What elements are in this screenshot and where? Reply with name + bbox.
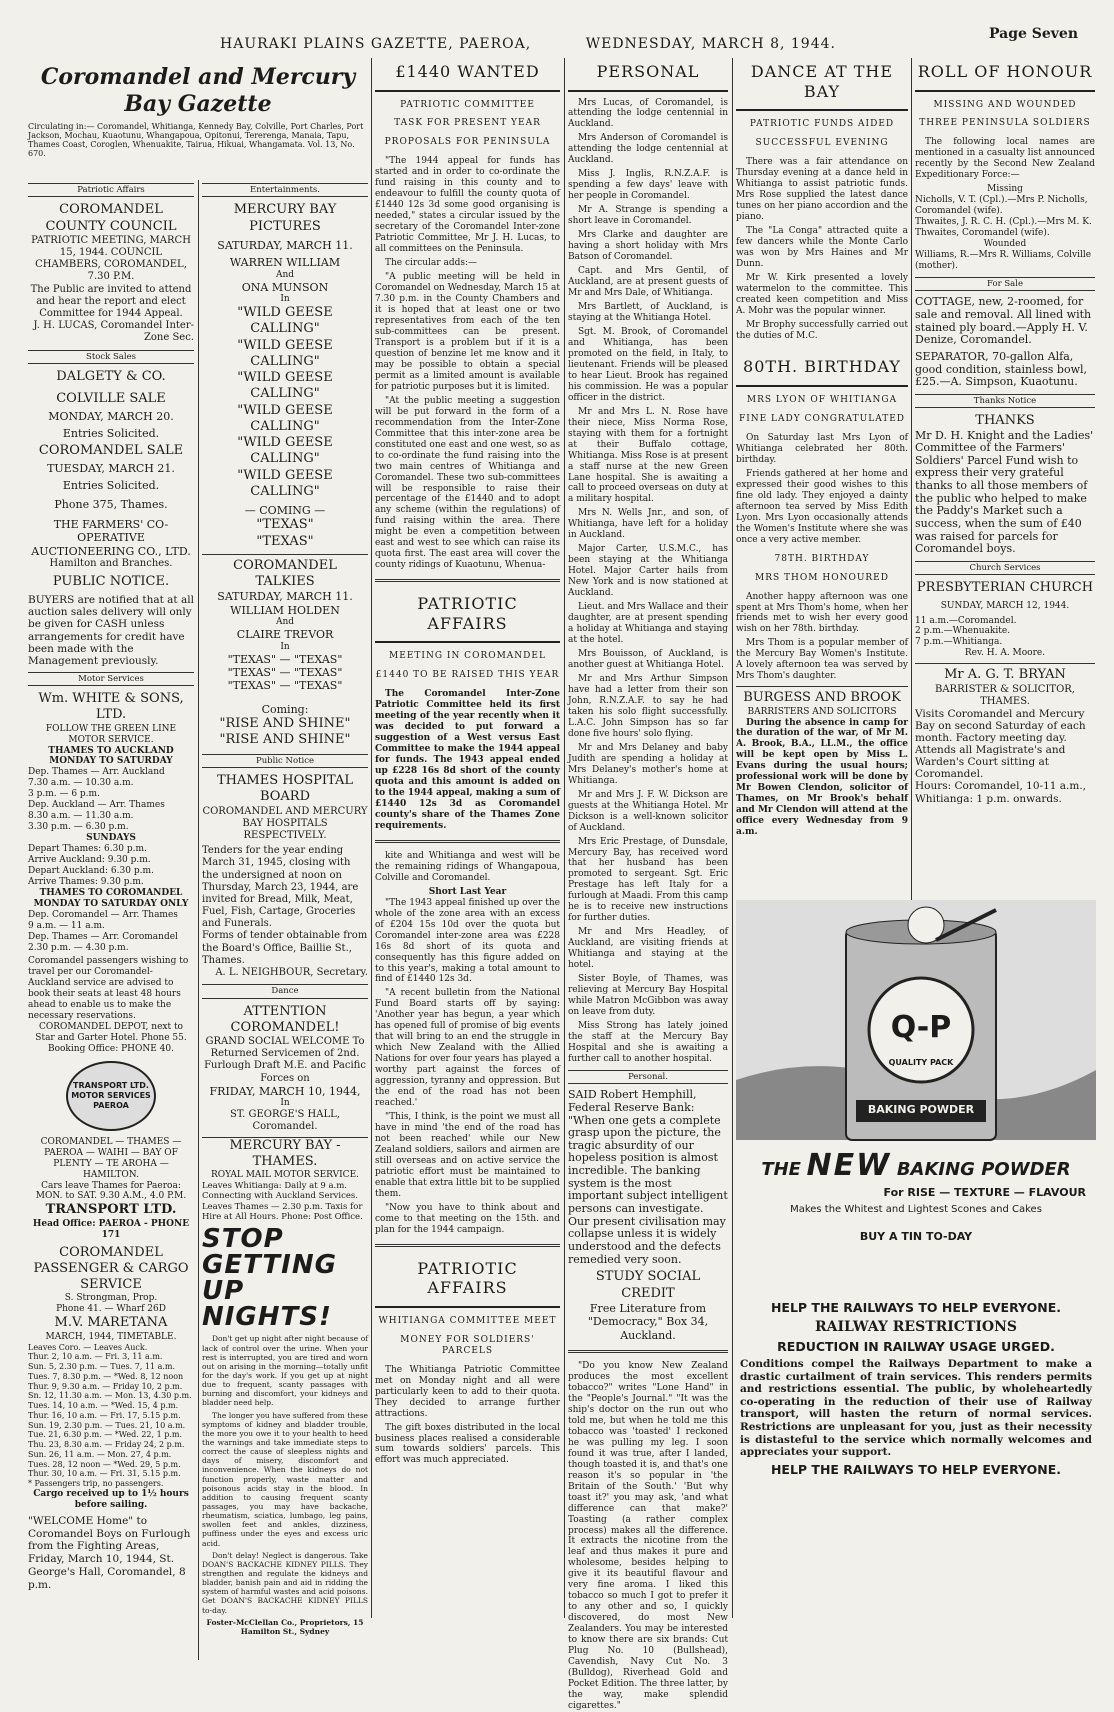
article-headline: PATRIOTIC AFFAIRS (375, 590, 560, 643)
column-divider (371, 58, 372, 1618)
section-label: Dance (202, 984, 368, 998)
article-headline: PERSONAL (568, 58, 728, 92)
transport-logo: TRANSPORT LTD. MOTOR SERVICES PAEROA (66, 1061, 156, 1131)
section-label: Public Notice (202, 754, 368, 768)
section-label: Church Services (915, 561, 1095, 575)
masthead (0, 0, 1114, 52)
column-divider (198, 180, 199, 1660)
circulation: Circulating in:— Coromandel, Whitianga, Kennedy Bay, Colville, Port Charles, Port Jackson, Mochau, Kuaotunu, Whangapoua, Opitonui, Tererenga, Manaia, Tapu, Thames Coast, Coroglen, Whenuakite, Tairua, Hikuai, Whangamata. Vol. 13, No. 670. (28, 121, 364, 159)
section-label: For Sale (915, 277, 1095, 291)
column-divider (564, 58, 565, 1618)
baking-powder-advertisement: Q-P QUALITY PACK BAKING POWDER THE NEW BAKING POWDER For RISE — TEXTURE — FLAVOUR Makes the Whitest and Lightest Scones and Cakes (736, 900, 1096, 1225)
section-label: Motor Services (28, 672, 194, 686)
gazette-title: Coromandel and Mercury Bay Gazette (40, 64, 356, 117)
section-label: Patriotic Affairs (28, 183, 194, 197)
column-roll-of-honour: ROLL OF HONOUR MISSING AND WOUNDED THREE PENINSULA SOLDIERS The following local names are mentioned in a casualty list announced recently by the Second New Zealand Expeditionary Force:— Missing Nicholls, V. T. (Cpl.).—Mrs P. Nicholls, Coromandel (wife). Thwaites, J. R. C. H. (Cpl.).—Mrs M. K. Thwaites, Coromandel (wife). Wounded Williams, R.—Mrs R. Williams, Colville (mother). For Sale COTTAGE, new, 2-roomed, for sale and removal. All lined with stained ply board.—Apply H. V. Denize, Coromandel. SEPARATOR, 70-gallon Alfa, good condition, stainless bowl, £25.—A. Simpson, Kuaotunu. Thanks Notice THANKS Mr D. H. Knight and the Ladies' Committee of the Farmers' Soldiers' Parcel Fund wish to express their very grateful thanks to all those members of the public who helped to make the Paddy's Market such a success, when the sum of £40 was raised for parcels for Coromandel boys. Church Services PRESBYTERIAN CHURCH SUNDAY, MARCH 12, 1944. 11 a.m.—Coromandel. 2 p.m.—Whenuakite. 7 p.m.—Whitianga. Rev. H. A. Moore. Mr A. G. T. BRYAN BARRISTER & SOLICITOR, THAMES. Visits Coromandel and Mercury Bay on second Saturday of each month. Factory meeting day. Attends all Magistrate's and Warden's Court sitting at Coromandel. Hours: Coromandel, 10-11 a.m., Whitianga: 1 p.m. onwards. (915, 58, 1095, 898)
gazette-header (28, 58, 368, 159)
section-label: Stock Sales (28, 350, 194, 364)
masthead-title: HAURAKI PLAINS GAZETTE, PAEROA, WEDNESDAY, MARCH 8, 1944. (220, 36, 836, 52)
classifieds-left: Patriotic Affairs COROMANDEL COUNTY COUNCIL PATRIOTIC MEETING, MARCH 15, 1944. COUNCIL CHAMBERS, COROMANDEL, 7.30 P.M. The Public are invited to attend and hear the report and elect Committee for 1944 Appeal. J. H. LUCAS, Coromandel Inter-Zone Sec. Stock Sales DALGETY & CO. COLVILLE SALE MONDAY, MARCH 20. Entries Solicited. COROMANDEL SALE TUESDAY, MARCH 21. Entries Solicited. Phone 375, Thames. THE FARMERS' CO-OPERATIVE AUCTIONEERING CO., LTD. Hamilton and Branches. PUBLIC NOTICE. BUYERS are notified that at all auction sales delivery will only be given for CASH unless arrangements for credit have been made with the Management previously. Motor Services Wm. WHITE & SONS, LTD. FOLLOW THE GREEN LINE MOTOR SERVICE. THAMES TO AUCKLAND MONDAY TO SATURDAY Dep. Thames — Arr. Auckland 7.30 a.m. — 10.30 a.m. 3 p.m. — 6 p.m. Dep. Auckland — Arr. Thames 8.30 a.m. — 11.30 a.m. 3.30 p.m. — 6.30 p.m. SUNDAYS Depart Thames: 6.30 p.m. Arrive Auckland: 9.30 p.m. Depart Auckland: 6.30 p.m. Arrive Thames: 9.30 p.m. THAMES TO COROMANDEL MONDAY TO SATURDAY ONLY Dep. Coromandel — Arr. Thames 9 a.m. — 11 a.m. Dep. Thames — Arr. Coromandel 2.30 p.m. — 4.30 p.m. Coromandel passengers wishing to travel per our Coromandel-Auckland service are advised to book their seats at least 48 hours ahead to enable us to make the necessary reservations. COROMANDEL DEPOT, next to Star and Garter Hotel. Phone 55. Booking Office: PHONE 40. TRANSPORT LTD. MOTOR SERVICES PAEROA COROMANDEL — THAMES — PAEROA — WAIHI — BAY OF PLENTY — TE AROHA — HAMILTON. Cars leave Thames for Paeroa: MON. to SAT. 9.30 A.M., 4.0 P.M. TRANSPORT LTD. Head Office: PAEROA - PHONE 171 COROMANDEL PASSENGER & CARGO SERVICE S. Strongman, Prop. Phone 41. — Wharf 26D M.V. MARETANA MARCH, 1944, TIMETABLE. Leaves Coro. — Leaves Auck. Thur. 2, 10 a.m. — Fri. 3, 11 a.m. Sun. 5, 2.30 p.m. — Tues. 7, 11 a.m. Tues. 7, 8.30 p.m. — *Wed. 8, 12 noon Thur. 9, 9.30 a.m. — Friday 10, 2 p.m. Sn. 12, 11.30 a.m. — Mon. 13, 4.30 p.m. Tues. 14, 10 a.m. — *Wed. 15, 4 p.m. Thur. 16, 10 a.m. — Fri. 17, 5.15 p.m. Sun. 19, 2.30 p.m. — Tues. 21, 10 a.m. Tue. 21, 6.30 p.m. — *Wed. 22, 1 p.m. Thu. 23, 8.30 a.m. — Friday 24, 2 p.m. Sun. 26, 11 a.m. — Mon. 27, 4 p.m. Tues. 28, 12 noon — *Wed. 29, 5 p.m. Thur. 30, 10 a.m. — Fri. 31, 5.15 p.m. * Passengers trip, no passengers. Cargo received up to 1½ hours before sailing. "WELCOME Home" to Coromandel Boys on Furlough from the Fighting Areas, Friday, March 10, 1944, St. George's Hall, Coromandel, 8 p.m. (28, 185, 194, 1591)
article-headline: ROLL OF HONOUR (915, 58, 1095, 92)
column-divider (732, 58, 733, 1618)
buy-a-tin: BUY A TIN TO-DAY (859, 1230, 973, 1243)
classifieds-right: Entertainments. MERCURY BAY PICTURES SATURDAY, MARCH 11. WARREN WILLIAM And ONA MUNSON In "WILD GEESE CALLING" "WILD GEESE CALLING" "WILD GEESE CALLING" "WILD GEESE CALLING" "WILD GEESE CALLING" "WILD GEESE CALLING" — COMING — "TEXAS" "TEXAS" COROMANDEL TALKIES SATURDAY, MARCH 11. WILLIAM HOLDEN And CLAIRE TREVOR In "TEXAS" — "TEXAS" "TEXAS" — "TEXAS" "TEXAS" — "TEXAS" Coming: "RISE AND SHINE" "RISE AND SHINE" Public Notice THAMES HOSPITAL BOARD COROMANDEL AND MERCURY BAY HOSPITALS RESPECTIVELY. Tenders for the year ending March 31, 1945, closing with the undersigned at noon on Thursday, March 23, 1944, are invited for Bread, Milk, Meat, Fuel, Fish, Cartage, Groceries and Funerals. Forms of tender obtainable from the Board's Office, Baillie St., Thames. A. L. NEIGHBOUR, Secretary. Dance ATTENTION COROMANDEL! GRAND SOCIAL WELCOME To Returned Servicemen of 2nd. Furlough Draft M.E. and Pacific Forces on FRIDAY, MARCH 10, 1944, In ST. GEORGE'S HALL, Coromandel. MERCURY BAY - THAMES. ROYAL MAIL MOTOR SERVICE. Leaves Whitianga: Daily at 9 a.m. Connecting with Auckland Services. Leaves Thames — 2.30 p.m. Taxis for Hire at All Hours. Phone: Post Office. STOP GETTING UP NIGHTS! Don't get up night after night because of lack of control over the urine. When your rest is interrupted, you are tired and worn out on arising in the morning—totally unfit for the day's work. If you get up at night due to frequent, scanty passages with burning and discomfort, your kidneys and bladder need help. The longer you have suffered from these symptoms of kidney and bladder trouble, the more you owe it to your health to heed the warnings and take immediate steps to correct the cause of sleepless nights and days of misery, discomfort and inconvenience. When the kidneys do not function properly, waste matter and poisonous acids stay in the blood. In addition to causing frequent scanty passages, you may have backache, rheumatism, sciatica, lumbago, leg pains, swollen feet and ankles, dizziness, puffiness under the eyes and excess uric acid. Don't delay! Neglect is dangerous. Take DOAN'S BACKACHE KIDNEY PILLS. They strengthen and regulate the kidneys and bladder, banish pain and aid in ridding the system of harmful wastes and acid poisons. Get DOAN'S BACKACHE KIDNEY PILLS to-day. Foster-McClellan Co., Proprietors, 15 Hamilton St., Sydney (202, 185, 368, 1636)
column-personal: PERSONAL Mrs Lucas, of Coromandel, is attending the lodge centennial in Auckland. Mrs Anderson of Coromandel is attending the lodge centennial at Auckland. Miss J. Inglis, R.N.Z.A.F. is spending a few days' leave with her people in Coromandel. Mr A. Strange is spending a short leave in Coromandel. Mrs Clarke and daughter are having a short holiday with Mrs Batson of Coromandel. Capt. and Mrs Gentil, of Auckland, are at present guests of Mr and Mrs Dale, of Whitianga. Mrs Bartlett, of Auckland, is staying at the Whitianga Hotel. Sgt. M. Brook, of Coromandel and Whitianga, has been promoted on the field, in Italy, to lieutenant. Friends will be pleased to hear Lieut. Brook has regained his commission. He was a popular officer in the district. Mr and Mrs L. N. Rose have their niece, Miss Norma Rose, staying with them for a fortnight at their Buffalo cottage, Whitianga. Miss Rose is at present a staff nurse at the new Green Lane hospital. She is awaiting a call to proceed overseas on duty at a military hospital. Mrs N. Wells Jnr., and son, of Whitianga, have left for a holiday in Auckland. Major Carter, U.S.M.C., has been staying at the Whitianga Hotel. Major Carter hails from New York and is now stationed at Auckland. Lieut. and Mrs Wallace and their daughter, are at present spending a holiday at Whitianga and staying at the hotel. Mrs Bouisson, of Auckland, is another guest at Whitianga Hotel. Mr and Mrs Arthur Simpson have had a letter from their son John, R.N.Z.A.F. to say he had taken his solo flight successfully. L.A.C. John Simpson has so far done five hours' solo flying. Mr and Mrs Delaney and baby Judith are spending a holiday at Mrs Delaney's mother's home at Whitianga. Mr and Mrs J. F. W. Dickson are guests at the Whitianga Hotel. Mr Dickson is a well-known solicitor of Auckland. Mrs Eric Prestage, of Dunsdale, Mercury Bay, has received word that her husband has been promoted to sergeant. Sgt. Eric Prestage has left Italy for a furlough at Maadi. From this camp he is to receive new instructions for further duties. Mr and Mrs Headley, of Auckland, are visiting friends at Whitianga and staying at the hotel. Sister Boyle, of Thames, was relieving at Mercury Bay Hospital while Matron McGibbon was away on leave from duty. Miss Strong has lately joined the staff at the Mercury Bay Hospital and she is awaiting a further call to another hospital. Personal. SAID Robert Hemphill, Federal Reserve Bank: "When one gets a complete grasp upon the picture, the tragic absurdity of our hopeless position is almost incredible. The banking system is the most important subject intelligent persons can investigate. Our present civilisation may collapse unless it is widely understood and the defects remedied very soon. STUDY SOCIAL CREDIT Free Literature from "Democracy," Box 34, Auckland. "Do you know New Zealand produces the most excellent tobacco?" writes "Lone Hand" in the "People's Journal." "It was the ship's doctor on the run out who told me, but when he told me this tobacco was 'toasted' I reckoned he was pulling my leg. I soon found it was true, after I landed, though toasted it is, and that's one reason it's so popular in 'the Britain of the South.' 'But why toast it?' you may ask, 'and what difference can that make?' Toasting (a rather complex process) makes all the difference. It extracts the nicotine from the leaf and thus makes it pure and wholesome, besides helping to give it its beautiful flavour and very fine aroma. I liked this tobacco so much I got to prefer it to any other and so, I quickly discovered, do most New Zealanders. You may be interested to know there are six brands: Cut Plug No. 10 (Bullshead), Cavendish, Navy Cut No. 3 (Bulldog), Riverhead Gold and Pocket Edition. The three latter, by the way, make splendid cigarettes." (568, 58, 728, 1658)
section-label: Entertainments. (202, 183, 368, 197)
can-logo: Q-P (890, 1010, 952, 1045)
article-headline: £1440 WANTED (375, 58, 560, 92)
ad-heading: COROMANDEL COUNTY COUNCIL (45, 202, 177, 234)
stop-getting-up-headline: STOP GETTING UP NIGHTS! (202, 1224, 337, 1333)
article-headline: PATRIOTIC AFFAIRS (375, 1255, 560, 1308)
section-label: Personal. (568, 1070, 728, 1084)
article-headline: DANCE AT THE BAY (736, 58, 908, 111)
column-patriotic: £1440 WANTED PATRIOTIC COMMITTEE TASK FOR PRESENT YEAR PROPOSALS FOR PENINSULA "The 1944 appeal for funds has started and in order to co-ordinate the fund raising in this county and to endeavour to fulfill the county quota of £1440 12s 3d some good organising is needed," states a circular issued by the secretary of the Coromandel Inter-zone Patriotic Committee, Mr J. H. Lucas, to all committees on the Peninsula. The circular adds:— "A public meeting will be held in Coromandel on Wednesday, March 15 at 7.30 p.m. in the County Chambers and it is hoped that at least one or two representatives from each of the ten sub-committees can be present. Transport is a problem but if it is a question of benzine let me know and it may be possible to obtain a special permit as a limited amount is available for patriotic purposes but it is limited. "At the public meeting a suggestion will be put forward in the form of a recommendation from the Inter-Zone Committee that this inter-zone area be constituted one east and one west, so as to co-ordinate the fund raising into the two main centres of Whitianga and Coromandel. These two sub-committees will be responsible to raise their percentage of the £1440 and to adopt any scheme (within the regulations) of fund raising within the area. There might be even a competition between east and west to see which can raise its quota first. The east area will cover the county ridings of Kuaotunu, Whenua- PATRIOTIC AFFAIRS MEETING IN COROMANDEL £1440 TO BE RAISED THIS YEAR The Coromandel Inter-Zone Patriotic Committee held its first meeting of the year recently when it was decided to put forward a suggestion of a West versus East Committee to make the 1944 appeal for funds. The 1943 appeal ended up £228 16s 8d short of the county quota and this amount is added on to the 1944 appeal, making a sum of £1440 12s 3d as Coromandel county's share of the Thames Zone requirements. kite and Whitianga and west will be the remaining ridings of Whangapoua, Colville and Coromandel. Short Last Year "The 1943 appeal finished up over the whole of the zone area with an excess of £204 15s 10d over the quota but Coromandel inter-zone area was £228 16s 8d short of its quota and consequently has this figure added on to this year's, making a total amount to find of £1440 12s 3d. "A recent bulletin from the National Fund Board starts off by saying: 'Another year has begun, a year which has opened full of promise of big events that will bring to an end the struggle in which New Zealand with the Allied Nations for over four years has played a worthy part against the forces of aggression, tyranny and oppression. But the end of the road has not been reached.' "This, I think, is the point we must all have in mind 'the end of the road has not been reached' while our New Zealand soldiers, sailors and airmen are still overseas and on active service the patriotic effort must be maintained to enable that extra little bit to be supplied them. "Now you have to think about and come to that meeting on the 15th. and plan for the 1944 campaign. PATRIOTIC AFFAIRS WHITIANGA COMMITTEE MEET MONEY FOR SOLDIERS' PARCELS The Whitianga Patriotic Committee met on Monday night and all were particularly keen to add to their quota. They decided to arrange further attractions. The gift boxes distributed in the local business places realised a considerable sum towards soldiers' parcels. This effort was much appreciated. (375, 58, 560, 1658)
article-headline: 80TH. BIRTHDAY (736, 353, 908, 387)
section-label: Thanks Notice (915, 394, 1095, 408)
page-number: Page Seven (988, 26, 1078, 42)
column-dance: DANCE AT THE BAY PATRIOTIC FUNDS AIDED SUCCESSFUL EVENING There was a fair attendance on Thursday evening at a dance held in Whitianga to assist patriotic funds. Mrs Rose supplied the latest dance tunes on her piano accordion and the piano. The "La Conga" attracted quite a few dancers while the Monte Carlo was won by Mrs Haines and Mr Dunn. Mr W. Kirk presented a lovely watermelon to the committee. This created keen competition and Miss A. Mohr was the popular winner. Mr Brophy successfully carried out the duties of M.C. 80TH. BIRTHDAY MRS LYON OF WHITIANGA FINE LADY CONGRATULATED On Saturday last Mrs Lyon of Whitianga celebrated her 80th. birthday. Friends gathered at her home and expressed their good wishes to this fine old lady. They enjoyed a dainty afternoon tea served by Miss Edith Lyon. Mrs Lyon occasionally attends the Women's Institute where she was once a very active member. 78TH. BIRTHDAY MRS THOM HONOURED Another happy afternoon was one spent at Mrs Thom's home, when her friends met to wish her every good wish on her 78th. birthday. Mrs Thom is a popular member of the Mercury Bay Women's Institute. A lovely afternoon tea was served by Mrs Thom's daughter. BURGESS AND BROOK BARRISTERS AND SOLICITORS During the absence in camp for the duration of the war, of Mr M. A. Brook, B.A., LL.M., the office will be kept open by Miss L. Evans during the usual hours; professional work will be done by Mr Bowen Clendon, solicitor of Thames, on Mr Brook's behalf and Mr Clendon will attend at the office every Wednesday from 9 a.m. (736, 58, 908, 898)
railways-notice: HELP THE RAILWAYS TO HELP EVERYONE. RAILWAY RESTRICTIONS REDUCTION IN RAILWAY USAGE URGED. Conditions compel the Railways Department to make a drastic curtailment of train services. This renders permits and restrictions essential. The public, by wholeheartedly co-operating in the reduction of their use of Railway transport, will hasten the return of normal services. Restrictions are unpleasant for you, just as their necessity is distasteful to the service which normally welcomes and appreciates your support. HELP THE RAILWAYS TO HELP EVERYONE. (740, 1300, 1092, 1477)
